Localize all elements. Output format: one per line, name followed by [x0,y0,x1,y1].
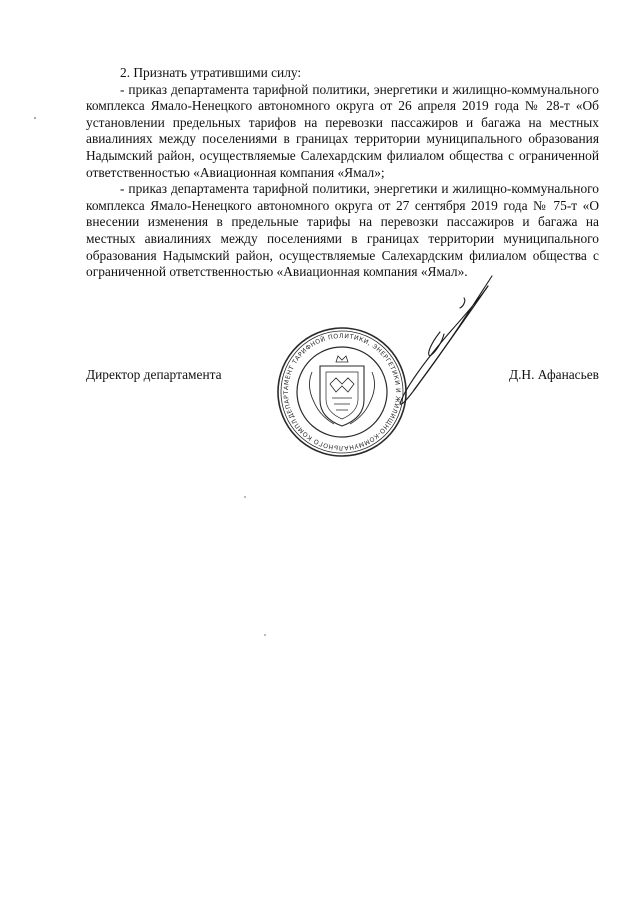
handwritten-signature [380,272,510,412]
seal-ring-text: ДЕПАРТАМЕНТ ТАРИФНОЙ ПОЛИТИКИ, ЭНЕРГЕТИКИ И ЖИЛИЩНО-КОММУНАЛЬНОГО КОМПЛЕКСА [282,332,402,452]
point-heading: 2. Признать утратившими силу: [120,65,302,80]
revoked-order-item-2: - приказ департамента тарифной политики, энергетики и жилищно-коммунального комплекса Ямало-Ненецкого автономного округа от 27 сентября 2019 года № 75-т «О внесении изменения в предельные тарифы на перевозки пассажиров и багажа на местных авиалиниях между поселениями в границах территории муниципального образования Надымский район, осуществляемые Салехардским филиалом общества с ограниченной ответственностью «Авиационная компания «Ямал». [86,181,599,280]
document-body [86,65,599,281]
signer-name: Д.Н. Афанасьев [508,367,599,382]
revoked-order-item-1: - приказ департамента тарифной политики, энергетики и жилищно-коммунального комплекса Ямало-Ненецкого автономного округа от 26 апреля 2019 года № 28-т «Об установлении предельных тарифов на перевозки пассажиров и багажа на местных авиалиниях между поселениями в границах территории муниципального образования Надымский район, осуществляемые Салехардским филиалом общества с ограниченной ответственностью «Авиационная компания «Ямал»; [86,81,599,180]
signer-title: Директор департамента [86,367,222,382]
coat-of-arms-icon [309,356,374,426]
